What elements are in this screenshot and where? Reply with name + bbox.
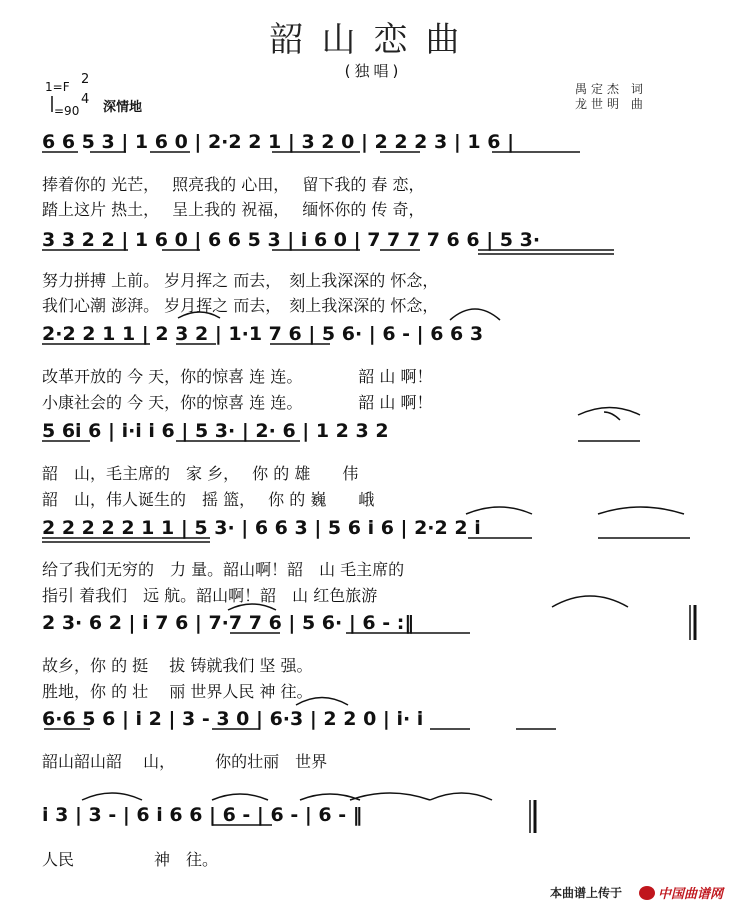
song-subtitle: (独唱): [344, 62, 403, 80]
lyric-line: 努力拼搏 上前。 岁月挥之 而去， 刻上我深深的 怀念，: [42, 271, 439, 290]
notes-row-7: 6·6 5 6 | i 2 | 3 - 3 0 | 6·3 | 2 2 0 | i· i: [42, 708, 424, 730]
lyric-line: 小康社会的 今 天，你的惊喜 连 连。 韶 山 啊！: [42, 393, 433, 412]
lyric-line: 踏上这片 热土， 呈上我的 祝福， 缅怀你的 传 奇，: [42, 200, 425, 219]
lyric-line: 给了我们无穷的 力 量。韶山啊！韶 山 毛主席的: [42, 560, 405, 579]
notes-row-1: 6 6 5 3 | 1 6 0 | 2·2 2 1 | 3 2 0 | 2 2 2 3 | 1 6 |: [42, 131, 515, 153]
composer-credit: 龙世明 曲: [575, 97, 647, 111]
key-signature: 1=F: [45, 80, 70, 94]
time-signature-top: 2: [81, 72, 90, 87]
lyric-line: 人民 神 往。: [42, 850, 219, 869]
logo-icon: [639, 886, 655, 900]
site-name: 中国曲谱网: [658, 887, 724, 902]
notes-row-8: i 3 | 3 - | 6 i 6 6 | 6 - | 6 - | 6 - ‖: [42, 804, 363, 826]
tempo-mark: =90: [54, 104, 80, 118]
lyricist-credit: 禺定杰 词: [575, 82, 647, 96]
lyric-line: 胜地，你 的 壮 丽 世界人民 神 往。: [42, 682, 313, 701]
notes-row-6: 2 3· 6 2 | i 7 6 | 7·7 7 6 | 5 6· | 6 - :‖: [42, 612, 414, 634]
notes-row-2: 3 3 2 2 | 1 6 0 | 6 6 5 3 | i 6 0 | 7 7 7 7 6 6 | 5 3·: [42, 229, 541, 251]
time-signature-bottom: 4: [81, 92, 90, 107]
lyric-line: 故乡，你 的 挺 拔 铸就我们 坚 强。: [42, 656, 313, 675]
notes-row-4: 5 6i 6 | i·i i 6 | 5 3· | 2· 6 | 1 2 3 2: [42, 420, 389, 442]
lyric-line: 改革开放的 今 天，你的惊喜 连 连。 韶 山 啊！: [42, 367, 433, 386]
lyric-line: 捧着你的 光芒， 照亮我的 心田， 留下我的 春 恋，: [42, 175, 425, 194]
expression-mark: 深情地: [103, 100, 143, 115]
notes-row-3: 2·2 2 1 1 | 2 3 2 | 1·1 7 6 | 5 6· | 6 - | 6 6 3: [42, 323, 484, 345]
notes-row-5: 2 2 2 2 2 1 1 | 5 3· | 6 6 3 | 5 6 i 6 | 2·2 2 i: [42, 517, 481, 539]
lyric-line: 指引 着我们 远 航。韶山啊！韶 山 红色旅游: [42, 586, 378, 605]
song-title: 韶山恋曲: [269, 20, 478, 60]
upload-note: 本曲谱上传于: [550, 886, 623, 900]
lyric-line: 韶 山，毛主席的 家 乡， 你 的 雄 伟: [42, 464, 359, 483]
lyric-line: 韶山韶山韶 山， 你的壮丽 世界: [42, 752, 328, 771]
site-logo: [639, 882, 655, 901]
lyric-line: 韶 山，伟人诞生的 摇 篮， 你 的 巍 峨: [42, 490, 375, 509]
lyric-line: 我们心潮 澎湃。 岁月挥之 而去， 刻上我深深的 怀念，: [42, 296, 439, 315]
